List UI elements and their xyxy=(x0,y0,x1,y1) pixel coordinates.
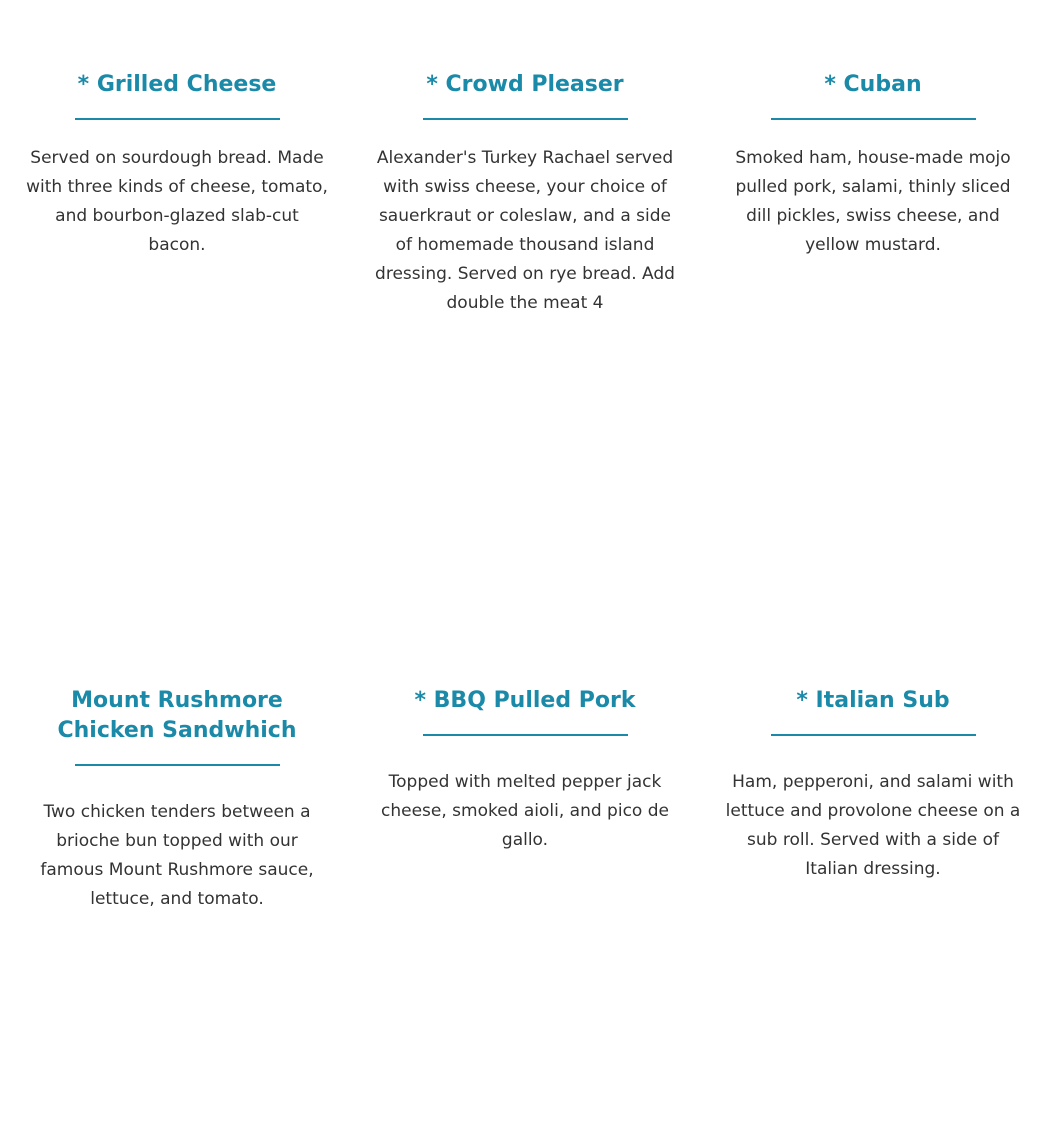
menu-item-grilled-cheese xyxy=(22,70,332,318)
menu-item-title: * Grilled Cheese xyxy=(77,72,277,97)
title-divider xyxy=(75,764,280,766)
menu-row-top xyxy=(0,70,1050,318)
menu-item-title: Mount Rushmore Chicken Sandwhich xyxy=(57,688,297,743)
menu-item-description: Served on sourdough bread. Made with three kinds of cheese, tomato, and bourbon-glazed slab-cut bacon. xyxy=(26,148,328,255)
title-divider xyxy=(423,734,628,736)
menu-item-description: Topped with melted pepper jack cheese, smoked aioli, and pico de gallo. xyxy=(381,772,669,850)
menu-item-title: * Crowd Pleaser xyxy=(426,72,624,97)
menu-item-description: Alexander's Turkey Rachael served with swiss cheese, your choice of sauerkraut or coleslaw, and a side of homemade thousand island dressing. Served on rye bread. Add double the meat 4 xyxy=(375,148,675,313)
menu-item-title: * Cuban xyxy=(824,72,922,97)
title-divider xyxy=(771,118,976,120)
title-divider xyxy=(771,734,976,736)
menu-item-cuban xyxy=(718,70,1028,318)
menu-item-crowd-pleaser xyxy=(370,70,680,318)
title-divider xyxy=(423,118,628,120)
title-divider xyxy=(75,118,280,120)
menu-item-description: Ham, pepperoni, and salami with lettuce and provolone cheese on a sub roll. Served with a side of Italian dressing. xyxy=(725,772,1021,879)
menu-item-title: * BBQ Pulled Pork xyxy=(414,688,636,713)
menu-item-bbq-pulled-pork xyxy=(370,686,680,914)
menu-item-description: Smoked ham, house-made mojo pulled pork, salami, thinly sliced dill pickles, swiss cheese, and yellow mustard. xyxy=(735,148,1011,255)
menu-item-description: Two chicken tenders between a brioche bun topped with our famous Mount Rushmore sauce, lettuce, and tomato. xyxy=(40,802,314,909)
menu-item-chicken-sandwich xyxy=(22,686,332,914)
menu-item-title: * Italian Sub xyxy=(796,688,950,713)
menu-item-italian-sub xyxy=(718,686,1028,914)
menu-row-bottom xyxy=(0,686,1050,914)
